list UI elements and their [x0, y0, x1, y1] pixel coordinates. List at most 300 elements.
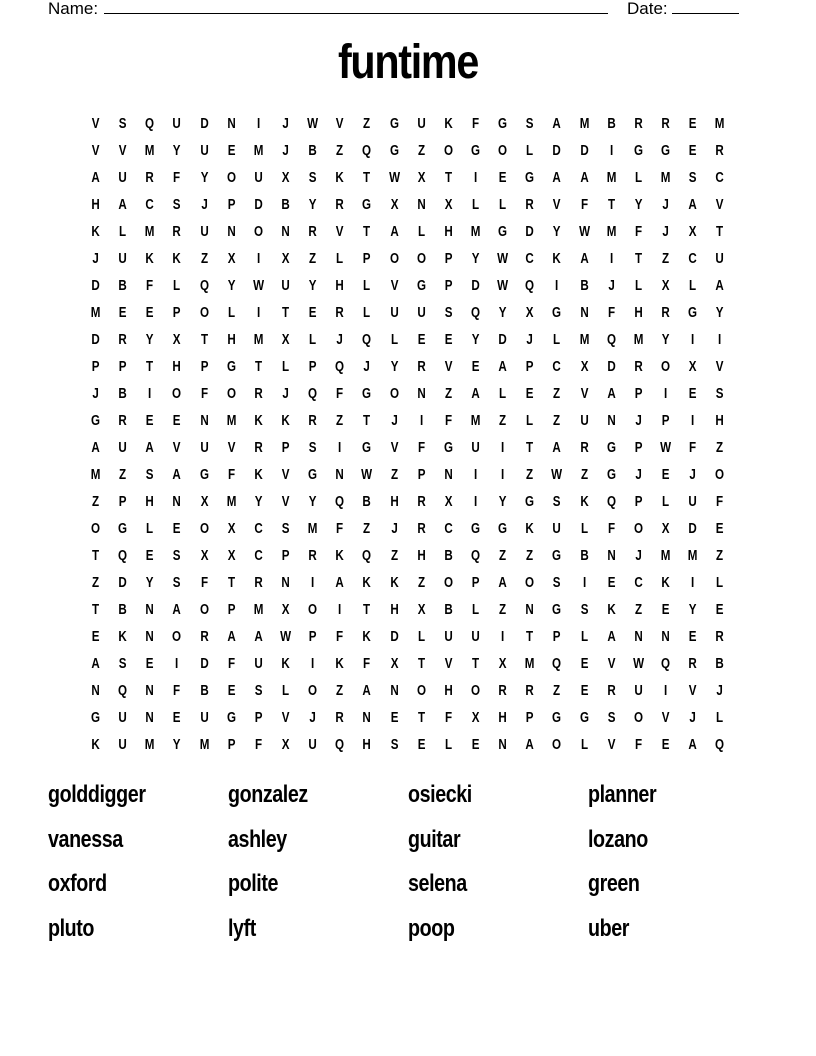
grid-letter[interactable]: Z [444, 386, 452, 402]
grid-letter[interactable]: L [634, 278, 642, 294]
grid-letter[interactable]: V [281, 467, 290, 483]
grid-letter[interactable]: A [688, 737, 697, 753]
grid-letter[interactable]: Z [716, 548, 724, 564]
grid-letter[interactable]: Z [363, 521, 371, 537]
grid-letter[interactable]: G [118, 521, 128, 537]
grid-letter[interactable]: X [471, 710, 480, 726]
grid-letter[interactable]: L [634, 170, 642, 186]
grid-letter[interactable]: L [499, 386, 507, 402]
grid-letter[interactable]: U [688, 494, 697, 510]
grid-letter[interactable]: J [282, 143, 289, 159]
grid-letter[interactable]: U [118, 251, 127, 267]
grid-letter[interactable]: P [227, 197, 236, 213]
grid-letter[interactable]: A [172, 602, 182, 618]
grid-letter[interactable]: N [335, 467, 345, 483]
grid-letter[interactable]: S [145, 467, 154, 483]
grid-letter[interactable]: R [145, 170, 155, 186]
grid-letter[interactable]: G [579, 710, 589, 726]
grid-letter[interactable]: J [92, 251, 99, 267]
grid-letter[interactable]: K [552, 251, 562, 267]
grid-letter[interactable]: L [716, 575, 724, 591]
grid-letter[interactable]: N [362, 710, 372, 726]
grid-letter[interactable]: G [552, 305, 562, 321]
grid-letter[interactable]: M [199, 737, 209, 753]
grid-letter[interactable]: O [661, 359, 671, 375]
grid-letter[interactable]: L [580, 521, 588, 537]
grid-letter[interactable]: E [145, 656, 154, 672]
grid-letter[interactable]: P [417, 467, 426, 483]
grid-letter[interactable]: U [579, 413, 589, 429]
grid-letter[interactable]: V [553, 197, 561, 213]
grid-letter[interactable]: T [92, 602, 100, 618]
grid-letter[interactable]: Z [634, 602, 642, 618]
grid-letter[interactable]: L [227, 305, 235, 321]
grid-letter[interactable]: W [632, 656, 644, 672]
grid-letter[interactable]: P [471, 575, 480, 591]
grid-letter[interactable]: M [579, 332, 589, 348]
grid-letter[interactable]: V [173, 440, 181, 456]
grid-letter[interactable]: I [609, 143, 613, 159]
grid-letter[interactable]: Q [606, 332, 616, 348]
grid-letter[interactable]: F [444, 413, 452, 429]
grid-letter[interactable]: G [91, 710, 101, 726]
grid-letter[interactable]: F [417, 440, 425, 456]
grid-letter[interactable]: F [471, 116, 480, 132]
grid-letter[interactable]: K [281, 413, 290, 429]
grid-letter[interactable]: F [607, 305, 615, 321]
grid-letter[interactable]: B [444, 548, 453, 564]
grid-letter[interactable]: Y [308, 278, 317, 294]
grid-letter[interactable]: Q [362, 332, 372, 348]
grid-letter[interactable]: Z [499, 548, 507, 564]
grid-letter[interactable]: J [363, 359, 371, 375]
grid-letter[interactable]: G [389, 143, 399, 159]
grid-letter[interactable]: P [634, 440, 643, 456]
grid-letter[interactable]: Z [499, 602, 507, 618]
grid-letter[interactable]: Y [390, 359, 398, 375]
grid-letter[interactable]: J [390, 413, 398, 429]
grid-letter[interactable]: O [715, 467, 725, 483]
grid-letter[interactable]: Q [308, 386, 318, 402]
grid-letter[interactable]: B [118, 602, 127, 618]
grid-letter[interactable]: F [173, 683, 181, 699]
grid-letter[interactable]: Z [336, 413, 344, 429]
grid-letter[interactable]: E [715, 602, 724, 618]
grid-letter[interactable]: I [691, 413, 695, 429]
grid-letter[interactable]: H [335, 278, 345, 294]
grid-letter[interactable]: F [634, 224, 642, 240]
grid-letter[interactable]: R [118, 413, 127, 429]
grid-letter[interactable]: I [582, 575, 586, 591]
grid-letter[interactable]: W [388, 170, 400, 186]
grid-letter[interactable]: R [308, 548, 317, 564]
grid-letter[interactable]: U [118, 737, 127, 753]
grid-letter[interactable]: O [633, 710, 643, 726]
grid-letter[interactable]: B [199, 683, 209, 699]
grid-letter[interactable]: S [281, 521, 290, 537]
grid-letter[interactable]: A [552, 440, 562, 456]
grid-letter[interactable]: K [661, 575, 670, 591]
grid-letter[interactable]: I [501, 629, 505, 645]
grid-letter[interactable]: X [417, 170, 426, 186]
grid-letter[interactable]: G [389, 116, 399, 132]
grid-letter[interactable]: L [282, 359, 290, 375]
grid-letter[interactable]: U [199, 224, 209, 240]
grid-letter[interactable]: E [145, 305, 154, 321]
grid-letter[interactable]: E [688, 116, 697, 132]
grid-letter[interactable]: B [308, 143, 317, 159]
grid-letter[interactable]: E [444, 332, 453, 348]
grid-letter[interactable]: D [607, 359, 616, 375]
grid-letter[interactable]: C [634, 575, 643, 591]
grid-letter[interactable]: G [226, 710, 236, 726]
grid-letter[interactable]: K [254, 413, 263, 429]
grid-letter[interactable]: Z [553, 386, 561, 402]
grid-letter[interactable]: L [580, 629, 588, 645]
grid-letter[interactable]: U [471, 629, 480, 645]
grid-letter[interactable]: Z [417, 575, 425, 591]
grid-letter[interactable]: U [118, 710, 127, 726]
grid-letter[interactable]: C [254, 548, 263, 564]
grid-letter[interactable]: A [254, 629, 263, 645]
grid-letter[interactable]: E [308, 305, 317, 321]
grid-letter[interactable]: H [145, 494, 155, 510]
grid-letter[interactable]: V [91, 116, 100, 132]
grid-letter[interactable]: K [335, 548, 345, 564]
grid-letter[interactable]: A [91, 440, 100, 456]
grid-letter[interactable]: Y [173, 737, 181, 753]
grid-letter[interactable]: O [443, 575, 453, 591]
grid-letter[interactable]: A [172, 467, 182, 483]
grid-letter[interactable]: R [715, 629, 724, 645]
grid-letter[interactable]: B [579, 548, 589, 564]
grid-letter[interactable]: Y [200, 170, 209, 186]
grid-letter[interactable]: L [390, 332, 398, 348]
grid-letter[interactable]: D [254, 197, 263, 213]
grid-letter[interactable]: T [363, 224, 371, 240]
grid-letter[interactable]: Q [471, 305, 481, 321]
grid-letter[interactable]: Q [471, 548, 481, 564]
grid-letter[interactable]: V [715, 359, 724, 375]
grid-letter[interactable]: O [199, 305, 209, 321]
grid-letter[interactable]: Y [498, 494, 507, 510]
grid-letter[interactable]: A [552, 116, 562, 132]
grid-letter[interactable]: E [661, 602, 670, 618]
grid-letter[interactable]: A [579, 170, 589, 186]
grid-letter[interactable]: M [714, 116, 725, 132]
grid-letter[interactable]: T [363, 602, 371, 618]
grid-letter[interactable]: P [308, 629, 317, 645]
grid-letter[interactable]: I [256, 116, 261, 132]
grid-letter[interactable]: F [444, 710, 452, 726]
grid-letter[interactable]: O [443, 143, 453, 159]
grid-letter[interactable]: Y [715, 305, 724, 321]
grid-letter[interactable]: M [579, 116, 589, 132]
grid-letter[interactable]: O [199, 602, 209, 618]
grid-letter[interactable]: G [471, 521, 481, 537]
grid-letter[interactable]: K [254, 467, 263, 483]
grid-letter[interactable]: F [336, 386, 344, 402]
grid-letter[interactable]: U [471, 440, 480, 456]
grid-letter[interactable]: V [444, 359, 453, 375]
grid-letter[interactable]: N [389, 683, 399, 699]
grid-letter[interactable]: H [91, 197, 100, 213]
grid-letter[interactable]: A [335, 575, 345, 591]
grid-letter[interactable]: S [118, 656, 127, 672]
grid-letter[interactable]: X [661, 278, 670, 294]
grid-letter[interactable]: E [227, 143, 236, 159]
grid-letter[interactable]: V [444, 656, 453, 672]
grid-letter[interactable]: U [281, 278, 290, 294]
grid-letter[interactable]: G [661, 143, 671, 159]
grid-letter[interactable]: B [118, 278, 127, 294]
grid-letter[interactable]: L [336, 251, 344, 267]
grid-letter[interactable]: Y [553, 224, 561, 240]
grid-letter[interactable]: W [660, 440, 671, 456]
grid-letter[interactable]: R [417, 494, 426, 510]
grid-letter[interactable]: J [92, 386, 99, 402]
grid-letter[interactable]: Z [417, 143, 425, 159]
grid-letter[interactable]: P [525, 710, 534, 726]
grid-letter[interactable]: R [254, 386, 263, 402]
grid-letter[interactable]: R [417, 359, 426, 375]
grid-letter[interactable]: K [91, 737, 100, 753]
grid-letter[interactable]: J [608, 278, 615, 294]
grid-letter[interactable]: B [362, 494, 372, 510]
grid-letter[interactable]: G [606, 467, 616, 483]
grid-letter[interactable]: M [90, 305, 101, 321]
grid-letter[interactable]: U [389, 305, 399, 321]
grid-letter[interactable]: L [444, 737, 452, 753]
grid-letter[interactable]: H [172, 359, 182, 375]
grid-letter[interactable]: A [91, 170, 100, 186]
grid-letter[interactable]: X [444, 197, 453, 213]
grid-letter[interactable]: M [145, 224, 155, 240]
grid-letter[interactable]: Z [661, 251, 670, 267]
grid-letter[interactable]: S [118, 116, 127, 132]
grid-letter[interactable]: P [254, 710, 263, 726]
grid-letter[interactable]: P [118, 494, 127, 510]
grid-letter[interactable]: G [688, 305, 698, 321]
grid-letter[interactable]: G [91, 413, 101, 429]
grid-letter[interactable]: R [715, 143, 724, 159]
grid-letter[interactable]: I [663, 386, 668, 402]
grid-letter[interactable]: S [173, 575, 181, 591]
grid-letter[interactable]: L [282, 683, 290, 699]
grid-letter[interactable]: A [607, 386, 616, 402]
grid-letter[interactable]: I [338, 440, 342, 456]
grid-letter[interactable]: E [580, 656, 588, 672]
grid-letter[interactable]: G [552, 710, 562, 726]
grid-letter[interactable]: Q [335, 737, 345, 753]
grid-letter[interactable]: L [499, 197, 507, 213]
grid-letter[interactable]: K [335, 170, 345, 186]
grid-letter[interactable]: O [172, 386, 182, 402]
grid-letter[interactable]: W [361, 467, 373, 483]
grid-letter[interactable]: K [281, 656, 290, 672]
grid-letter[interactable]: E [688, 386, 697, 402]
grid-letter[interactable]: A [607, 629, 616, 645]
grid-letter[interactable]: R [308, 413, 317, 429]
grid-letter[interactable]: X [200, 548, 209, 564]
grid-letter[interactable]: V [390, 440, 398, 456]
grid-letter[interactable]: V [715, 197, 724, 213]
grid-letter[interactable]: Y [498, 305, 507, 321]
grid-letter[interactable]: Q [525, 278, 535, 294]
grid-letter[interactable]: U [552, 521, 562, 537]
grid-letter[interactable]: X [227, 251, 236, 267]
grid-letter[interactable]: E [145, 548, 154, 564]
grid-letter[interactable]: X [281, 602, 290, 618]
grid-letter[interactable]: I [256, 305, 261, 321]
grid-letter[interactable]: K [525, 521, 535, 537]
grid-letter[interactable]: S [173, 548, 181, 564]
grid-letter[interactable]: S [715, 386, 724, 402]
grid-letter[interactable]: M [253, 332, 264, 348]
grid-letter[interactable]: F [689, 440, 697, 456]
grid-letter[interactable]: U [715, 251, 724, 267]
grid-letter[interactable]: A [227, 629, 236, 645]
grid-letter[interactable]: J [282, 116, 289, 132]
grid-letter[interactable]: O [498, 143, 508, 159]
grid-letter[interactable]: E [417, 737, 426, 753]
grid-letter[interactable]: O [552, 737, 562, 753]
grid-letter[interactable]: V [227, 440, 236, 456]
grid-letter[interactable]: L [363, 305, 371, 321]
grid-letter[interactable]: T [526, 629, 534, 645]
grid-letter[interactable]: T [92, 548, 100, 564]
grid-letter[interactable]: M [606, 170, 617, 186]
grid-letter[interactable]: M [524, 656, 535, 672]
grid-letter[interactable]: F [716, 494, 724, 510]
grid-letter[interactable]: X [281, 251, 290, 267]
grid-letter[interactable]: F [336, 629, 344, 645]
grid-letter[interactable]: R [634, 116, 643, 132]
grid-letter[interactable]: C [715, 170, 724, 186]
grid-letter[interactable]: O [308, 602, 318, 618]
grid-letter[interactable]: J [282, 386, 289, 402]
grid-letter[interactable]: I [501, 467, 505, 483]
grid-letter[interactable]: Q [145, 116, 155, 132]
grid-letter[interactable]: S [525, 116, 534, 132]
grid-letter[interactable]: N [91, 683, 100, 699]
grid-letter[interactable]: E [661, 737, 670, 753]
grid-letter[interactable]: W [497, 278, 509, 294]
grid-letter[interactable]: I [256, 251, 261, 267]
grid-letter[interactable]: I [718, 332, 722, 348]
grid-letter[interactable]: D [91, 332, 100, 348]
grid-letter[interactable]: V [607, 656, 616, 672]
grid-letter[interactable]: X [661, 521, 670, 537]
grid-letter[interactable]: H [389, 494, 399, 510]
grid-letter[interactable]: P [308, 359, 317, 375]
grid-letter[interactable]: G [498, 116, 508, 132]
grid-letter[interactable]: G [362, 197, 372, 213]
grid-letter[interactable]: L [363, 278, 371, 294]
grid-letter[interactable]: N [145, 629, 155, 645]
grid-letter[interactable]: F [200, 575, 208, 591]
grid-letter[interactable]: P [525, 359, 534, 375]
grid-letter[interactable]: G [525, 494, 535, 510]
grid-letter[interactable]: V [118, 143, 127, 159]
grid-letter[interactable]: E [173, 413, 181, 429]
grid-letter[interactable]: R [254, 440, 263, 456]
grid-letter[interactable]: Y [661, 332, 670, 348]
grid-letter[interactable]: H [362, 737, 372, 753]
grid-letter[interactable]: Z [390, 548, 398, 564]
grid-letter[interactable]: N [607, 548, 616, 564]
grid-letter[interactable]: X [281, 737, 290, 753]
grid-letter[interactable]: Q [199, 278, 209, 294]
grid-letter[interactable]: U [417, 305, 426, 321]
grid-letter[interactable]: Y [688, 602, 697, 618]
grid-letter[interactable]: F [363, 656, 371, 672]
grid-letter[interactable]: S [607, 710, 616, 726]
grid-letter[interactable]: H [389, 602, 399, 618]
grid-letter[interactable]: U [444, 629, 453, 645]
grid-letter[interactable]: I [609, 251, 613, 267]
grid-letter[interactable]: X [580, 359, 588, 375]
grid-letter[interactable]: J [716, 683, 724, 699]
grid-letter[interactable]: E [173, 710, 181, 726]
grid-letter[interactable]: G [525, 170, 535, 186]
grid-letter[interactable]: M [633, 332, 644, 348]
grid-letter[interactable]: E [525, 386, 534, 402]
grid-letter[interactable]: Y [145, 332, 154, 348]
grid-letter[interactable]: Z [526, 548, 534, 564]
grid-letter[interactable]: Z [553, 683, 561, 699]
grid-letter[interactable]: A [552, 170, 562, 186]
grid-letter[interactable]: E [661, 467, 670, 483]
grid-letter[interactable]: M [660, 548, 671, 564]
grid-letter[interactable]: R [579, 440, 589, 456]
grid-letter[interactable]: N [417, 386, 426, 402]
grid-letter[interactable]: R [688, 656, 697, 672]
grid-letter[interactable]: G [552, 602, 562, 618]
grid-letter[interactable]: I [473, 170, 478, 186]
grid-letter[interactable]: T [471, 656, 480, 672]
grid-letter[interactable]: T [444, 170, 452, 186]
grid-letter[interactable]: Y [634, 197, 643, 213]
grid-letter[interactable]: A [118, 197, 127, 213]
grid-letter[interactable]: E [390, 710, 398, 726]
grid-letter[interactable]: R [525, 683, 535, 699]
grid-letter[interactable]: T [146, 359, 154, 375]
grid-letter[interactable]: Z [363, 116, 371, 132]
grid-letter[interactable]: W [551, 467, 563, 483]
grid-letter[interactable]: V [91, 143, 100, 159]
grid-letter[interactable]: I [691, 575, 695, 591]
grid-letter[interactable]: L [553, 332, 561, 348]
grid-letter[interactable]: C [552, 359, 562, 375]
grid-letter[interactable]: M [226, 494, 237, 510]
grid-letter[interactable]: M [253, 602, 264, 618]
grid-letter[interactable]: Z [716, 440, 724, 456]
grid-letter[interactable]: D [199, 656, 209, 672]
grid-letter[interactable]: Q [335, 494, 345, 510]
grid-letter[interactable]: W [307, 116, 319, 132]
grid-letter[interactable]: M [660, 170, 671, 186]
grid-letter[interactable]: G [443, 440, 453, 456]
grid-letter[interactable]: M [253, 143, 264, 159]
grid-letter[interactable]: K [362, 575, 372, 591]
grid-letter[interactable]: J [336, 332, 344, 348]
grid-letter[interactable]: Q [335, 359, 345, 375]
grid-letter[interactable]: L [417, 224, 425, 240]
grid-letter[interactable]: R [661, 116, 670, 132]
grid-letter[interactable]: B [444, 602, 453, 618]
grid-letter[interactable]: E [471, 359, 480, 375]
